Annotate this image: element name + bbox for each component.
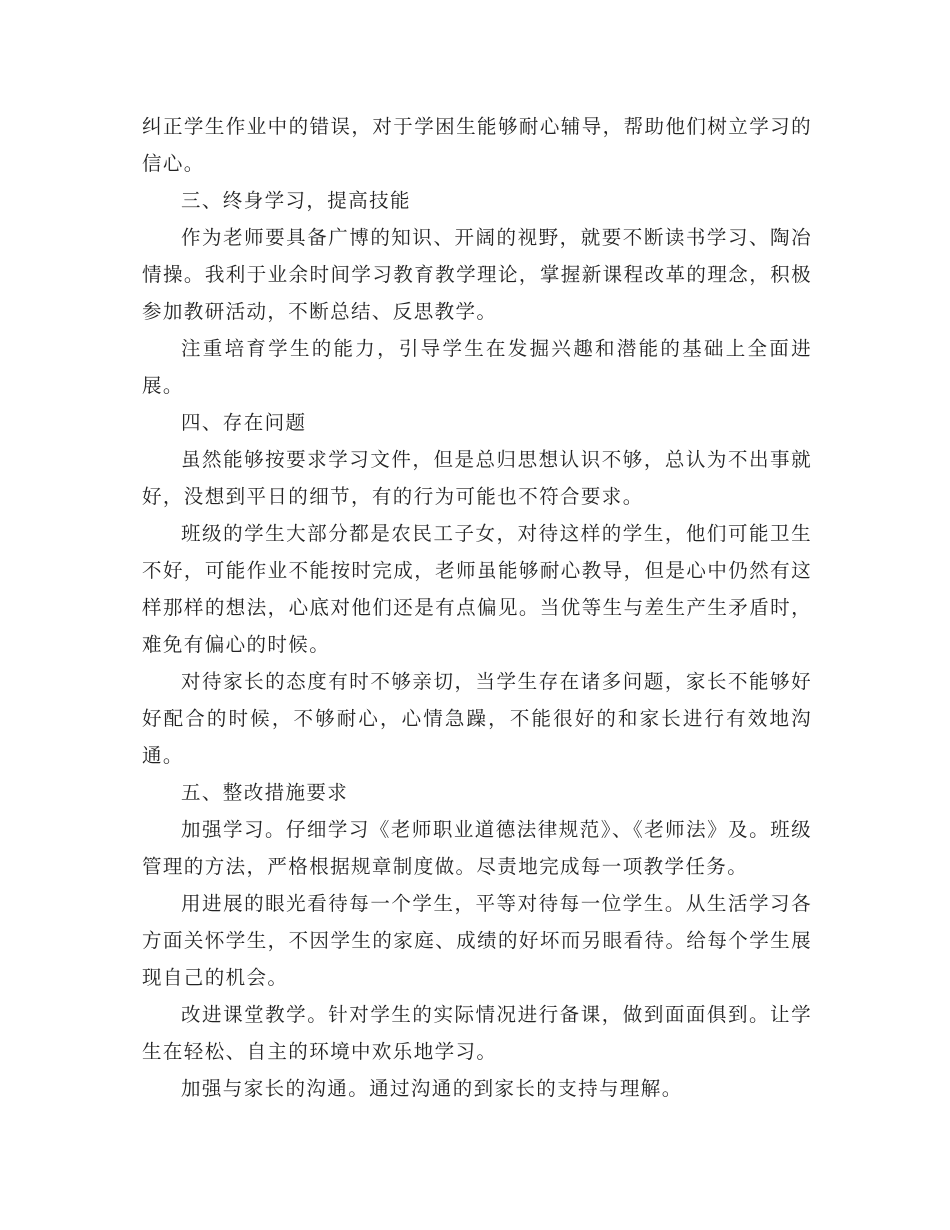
paragraph: 注重培育学生的能力，引导学生在发掘兴趣和潜能的基础上全面进展。 [142, 337, 812, 397]
paragraph: 改进课堂教学。针对学生的实际情况进行备课，做到面面俱到。让学生在轻松、自主的环境中欢乐地学习。 [142, 1003, 812, 1063]
paragraph: 作为老师要具备广博的知识、开阔的视野，就要不断读书学习、陶冶情操。我利于业余时间学习教育教学理论，掌握新课程改革的理念，积极参加教研活动，不断总结、反思教学。 [142, 226, 812, 323]
document-body [142, 108, 812, 1107]
paragraph: 对待家长的态度有时不够亲切，当学生存在诸多问题，家长不能够好好配合的时候，不够耐心，心情急躁，不能很好的和家长进行有效地沟通。 [142, 670, 812, 767]
paragraph: 加强学习。仔细学习《老师职业道德法律规范》、《老师法》及。班级管理的方法，严格根据规章制度做。尽责地完成每一项教学任务。 [142, 818, 812, 878]
section-heading-4: 四、存在问题 [181, 411, 307, 434]
paragraph: 加强与家长的沟通。通过沟通的到家长的支持与理解。 [181, 1077, 683, 1100]
paragraph-continued: 纠正学生作业中的错误，对于学困生能够耐心辅导，帮助他们树立学习的信心。 [142, 115, 812, 175]
paragraph: 用进展的眼光看待每一个学生，平等对待每一位学生。从生活学习各方面关怀学生，不因学生的家庭、成绩的好坏而另眼看待。给每个学生展现自己的机会。 [142, 892, 812, 989]
section-heading-5: 五、整改措施要求 [181, 781, 349, 804]
section-heading-3: 三、终身学习，提高技能 [181, 189, 411, 212]
paragraph: 虽然能够按要求学习文件，但是总归思想认识不够，总认为不出事就好，没想到平日的细节，有的行为可能也不符合要求。 [142, 448, 812, 508]
paragraph: 班级的学生大部分都是农民工子女，对待这样的学生，他们可能卫生不好，可能作业不能按时完成，老师虽能够耐心教导，但是心中仍然有这样那样的想法，心底对他们还是有点偏见。当优等生与差生产生矛盾时，难免有偏心的时候。 [142, 522, 812, 656]
